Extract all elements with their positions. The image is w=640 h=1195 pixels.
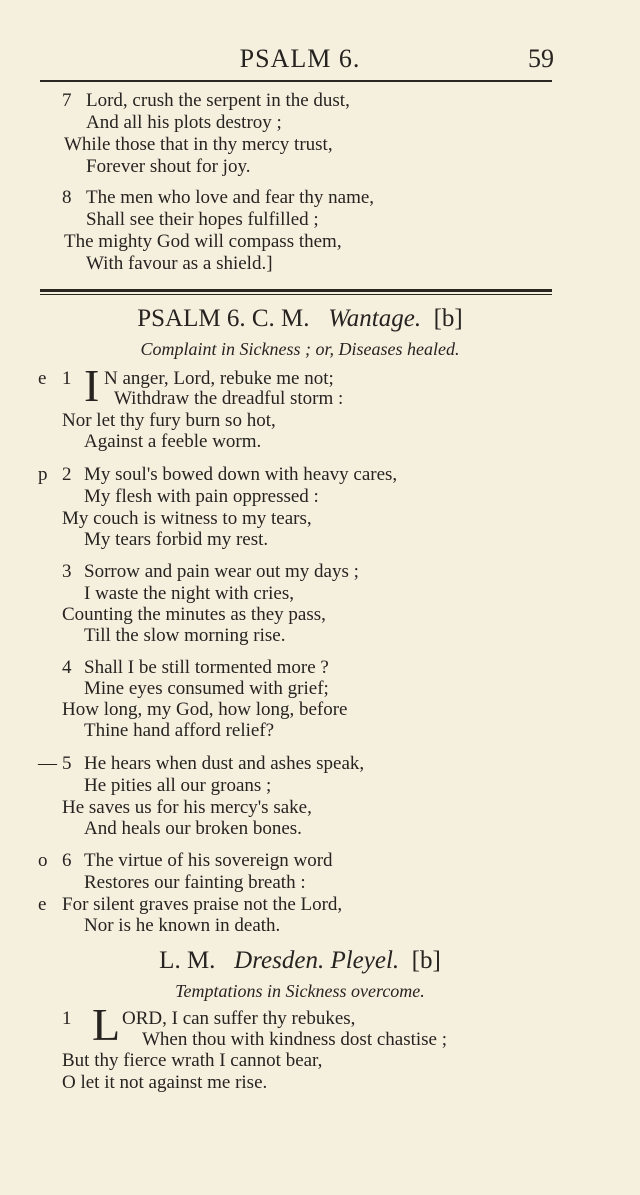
- stanza-number: 1: [62, 368, 72, 389]
- psalm-subtitle: Temptations in Sickness overcome.: [175, 981, 425, 1001]
- verse-line: My couch is witness to my tears,: [62, 508, 312, 529]
- stanza-number: 1: [62, 1008, 72, 1029]
- verse-line: He pities all our groans ;: [84, 775, 272, 796]
- verse-line: The mighty God will compass them,: [64, 231, 342, 252]
- verse-line: Till the slow morning rise.: [84, 625, 286, 646]
- dynamic-mark: e: [38, 894, 47, 915]
- verse-line: My soul's bowed down with heavy cares,: [84, 464, 398, 485]
- verse-line: Sorrow and pain wear out my days ;: [84, 561, 359, 582]
- verse-line: My tears forbid my rest.: [84, 529, 269, 550]
- verse-line: O let it not against me rise.: [62, 1072, 268, 1093]
- psalm-heading-main: L. M.: [159, 947, 216, 974]
- verse-line: The virtue of his sovereign word: [84, 850, 333, 871]
- stanza-number: 4: [62, 657, 72, 678]
- verse-line: Forever shout for joy.: [86, 156, 251, 177]
- verse-line: He saves us for his mercy's sake,: [62, 797, 312, 818]
- verse-line: My flesh with pain oppressed :: [84, 486, 319, 507]
- verse-line: And all his plots destroy ;: [86, 112, 282, 133]
- verse-line: I waste the night with cries,: [84, 583, 295, 604]
- dynamic-mark: o: [38, 850, 48, 871]
- verse-line: Nor is he known in death.: [84, 915, 281, 936]
- stanza-number: 2: [62, 464, 72, 485]
- drop-cap: I: [84, 360, 100, 411]
- verse-line: For silent graves praise not the Lord,: [62, 894, 343, 915]
- verse-line: Shall see their hopes fulfilled ;: [86, 209, 319, 230]
- drop-cap: L: [92, 999, 121, 1050]
- psalm-heading-lm: [0, 946, 600, 976]
- tune-name: Wantage.: [328, 305, 422, 332]
- verse-line: ORD, I can suffer thy rebukes,: [122, 1008, 356, 1029]
- dynamic-mark: p: [38, 464, 48, 485]
- verse-line: Against a feeble worm.: [84, 431, 262, 452]
- verse-line: Shall I be still tormented more ?: [84, 657, 329, 678]
- tune-name: Dresden. Pleyel.: [234, 947, 400, 974]
- verse-line: Mine eyes consumed with grief;: [84, 678, 329, 699]
- verse-line: When thou with kindness dost chastise ;: [142, 1029, 448, 1050]
- verse-line: Nor let thy fury burn so hot,: [62, 410, 276, 431]
- verse-line: The men who love and fear thy name,: [86, 187, 375, 208]
- verse-line: How long, my God, how long, before: [62, 699, 348, 720]
- psalm-heading-cm: [0, 304, 600, 334]
- key-signature: [b]: [433, 305, 463, 332]
- stanza-number: 5: [62, 753, 72, 774]
- dynamic-mark: e: [38, 368, 47, 389]
- stanza-number: 3: [62, 561, 72, 582]
- verse-line: Restores our fainting breath :: [84, 872, 306, 893]
- verse-line: He hears when dust and ashes speak,: [84, 753, 365, 774]
- verse-line: Counting the minutes as they pass,: [62, 604, 326, 625]
- verse-line: Lord, crush the serpent in the dust,: [86, 90, 350, 111]
- psalm-subtitle: Complaint in Sickness ; or, Diseases healed.: [140, 339, 460, 359]
- verse-line: And heals our broken bones.: [84, 818, 302, 839]
- page-number: 59: [528, 44, 554, 73]
- verse-line: With favour as a shield.]: [86, 253, 273, 274]
- verse-line: While those that in thy mercy trust,: [64, 134, 333, 155]
- stanza-number: 7: [62, 90, 72, 111]
- header-rule: [40, 80, 552, 82]
- section-divider: [40, 289, 552, 292]
- psalm-heading-main: PSALM 6. C. M.: [137, 305, 310, 332]
- running-header-title: PSALM 6.: [239, 44, 361, 73]
- dynamic-mark: —: [38, 753, 57, 774]
- verse-line: N anger, Lord, rebuke me not;: [104, 368, 334, 389]
- key-signature: [b]: [411, 947, 441, 974]
- stanza-number: 8: [62, 187, 72, 208]
- stanza-number: 6: [62, 850, 72, 871]
- verse-line: Withdraw the dreadful storm :: [114, 388, 344, 409]
- verse-line: Thine hand afford relief?: [84, 720, 275, 741]
- verse-line: But thy fierce wrath I cannot bear,: [62, 1050, 323, 1071]
